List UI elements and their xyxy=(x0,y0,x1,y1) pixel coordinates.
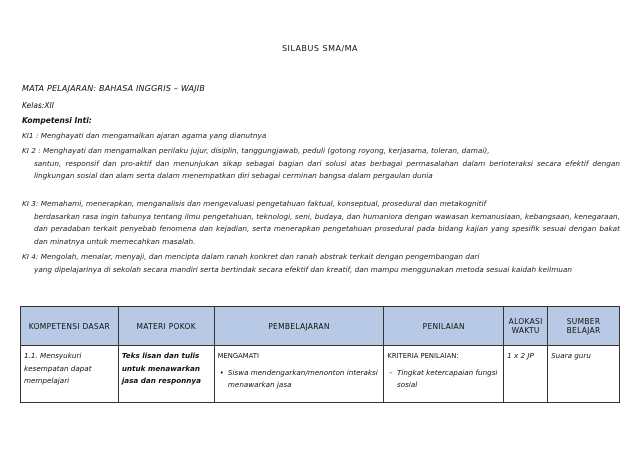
pembelajaran-list-item xyxy=(218,367,381,392)
col-header-kompetensi-dasar: KOMPETENSI DASAR xyxy=(21,307,119,346)
ki-label: KI 2 : xyxy=(22,146,41,155)
cell-penilaian xyxy=(384,346,504,403)
table-header-row xyxy=(21,307,620,346)
dash: - xyxy=(389,367,392,377)
ki-text: Menghayati dan mengamalkan perilaku jujur, disiplin, tanggungjawab, peduli (gotong royong, kerjasama, toleran, damai), xyxy=(43,146,490,155)
cell-materi-pokok: Teks lisan dan tulis untuk menawarkan jasa dan responnya xyxy=(118,346,214,403)
ki-3 xyxy=(22,198,620,248)
cell-sumber-belajar: Suara guru xyxy=(548,346,620,403)
ki-label: KI1 : xyxy=(22,131,39,140)
ki-text: Memahami, menerapkan, menganalisis dan mengevaluasi pengetahuan faktual, konseptual, prosedural dan metakognitif xyxy=(40,199,487,208)
col-header-materi-pokok: MATERI POKOK xyxy=(118,307,214,346)
ki-4 xyxy=(22,251,620,276)
cell-alokasi-waktu: 1 x 2 JP xyxy=(504,346,548,403)
ki-1 xyxy=(22,130,620,143)
ki-text-continued: santun, responsif dan pro-aktif dan menunjukan sikap sebagai bagian dari solusi atas berbagai permasalahan dalam berinteraksi secara efektif dengan lingkungan sosial dan alam serta dalam menempatkan diri sebagai cerminan bangsa dalam pergaulan dunia xyxy=(34,158,620,181)
col-header-penilaian: PENILAIAN xyxy=(384,307,504,346)
ki-text: Mengolah, menalar, menyaji, dan mencipta dalam ranah konkret dan ranah abstrak terkait dengan pengembangan dari xyxy=(40,252,480,261)
pembelajaran-heading: MENGAMATI xyxy=(217,352,259,360)
ki-2 xyxy=(22,145,620,183)
document-title: SILABUS SMA/MA xyxy=(281,44,359,53)
cell-pembelajaran xyxy=(214,346,384,403)
penilaian-list-item xyxy=(387,367,500,392)
subject-heading: MATA PELAJARAN: BAHASA INGGRIS – WAJIB xyxy=(22,84,206,93)
bullet: • xyxy=(219,367,224,377)
core-competence-heading: Kompetensi Inti: xyxy=(22,116,92,125)
ki-text-continued: yang dipelajarinya di sekolah secara mandiri serta bertindak secara efektif dan kreatif, dan mampu menggunakan metoda sesuai kaidah keilmuan xyxy=(34,264,573,274)
col-header-sumber-belajar: SUMBER BELAJAR xyxy=(548,307,620,346)
ki-label: KI 4: xyxy=(22,252,39,261)
penilaian-item-text: Tingkat ketercapaian fungsi sosial xyxy=(396,367,498,389)
table-row xyxy=(21,346,620,403)
ki-label: KI 3: xyxy=(22,199,39,208)
syllabus-table xyxy=(20,306,620,403)
ki-text: Menghayati dan mengamalkan ajaran agama yang dianutnya xyxy=(40,131,267,140)
ki-text-continued: berdasarkan rasa ingin tahunya tentang ilmu pengetahuan, teknologi, seni, budaya, dan humaniora dengan wawasan kemanusiaan, kebangsaan, kenegaraan, dan peradaban terkait penyebab fenomena dan kejadian, serta menerapkan pengetahuan prosedural pada bidang kajian yang spesifik sesuai dengan bakat dan minatnya untuk memecahkan masalah. xyxy=(34,211,620,246)
col-header-alokasi-waktu: ALOKASI WAKTU xyxy=(504,307,548,346)
penilaian-heading: KRITERIA PENILAIAN: xyxy=(387,352,459,360)
cell-kompetensi-dasar: 1.1. Mensyukuri kesempatan dapat mempelajari xyxy=(21,346,119,403)
col-header-pembelajaran: PEMBELAJARAN xyxy=(214,307,384,346)
class-label: Kelas:XII xyxy=(22,101,54,110)
pembelajaran-item-text: Siswa mendengarkan/menonton interaksi menawarkan jasa xyxy=(227,367,378,389)
